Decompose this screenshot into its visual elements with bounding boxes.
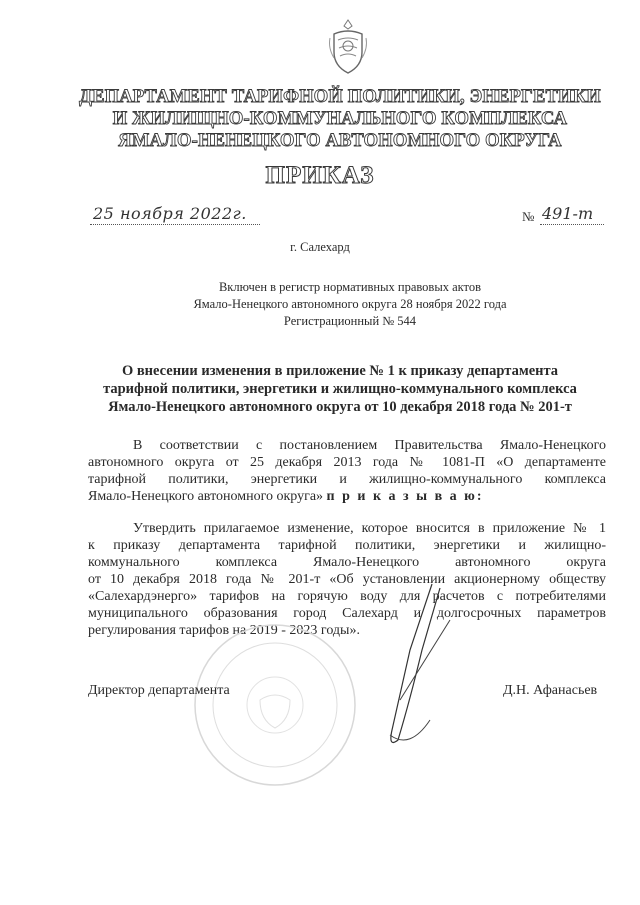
body-line-with-order (88, 488, 606, 505)
body-line: В соответствии с постановлением Правительства Ямало-Ненецкого (133, 438, 606, 453)
number-prefix: № (522, 209, 535, 224)
signature-icon (370, 580, 460, 770)
order-word: п р и к а з ы в а ю: (326, 489, 484, 504)
body-line: от 10 декабря 2018 года № 201-т «Об установлении акционерному обществу (88, 572, 606, 587)
body-line: автономного округа от 25 декабря 2013 года № 1081-П «О департаменте (88, 455, 606, 470)
body-line: к приказу департамента тарифной политики, энергетики и жилищно- (88, 538, 606, 553)
department-name-line: ЯМАЛО-НЕНЕЦКОГО АВТОНОМНОГО ОКРУГА (118, 131, 562, 151)
handwritten-date: 25 ноября 2022г. (93, 204, 247, 223)
number-underline (540, 224, 604, 225)
official-stamp-icon (190, 620, 360, 790)
registration-line: Регистрационный № 544 (283, 314, 417, 328)
body-line: Утвердить прилагаемое изменение, которое вносится в приложение № 1 (133, 521, 606, 536)
document-type-heading: ПРИКАЗ (265, 162, 375, 189)
signer-position: Директор департамента (88, 683, 230, 698)
body-line: тарифной политики, энергетики и жилищно-коммунального комплекса (88, 472, 606, 487)
body-line: регулирования тарифов на 2019 - 2023 годы». (88, 623, 360, 638)
date-underline (90, 224, 260, 225)
body-line: муниципального образования город Салехард и долгосрочных параметров (88, 606, 606, 621)
order-title-line: Ямало-Ненецкого автономного округа от 10 декабря 2018 года № 201-т (108, 399, 572, 415)
registration-line: Включен в регистр нормативных правовых актов (218, 280, 482, 294)
order-title-line: тарифной политики, энергетики и жилищно-коммунального комплекса (103, 381, 577, 397)
coat-of-arms-icon (326, 18, 370, 76)
city: г. Салехард (290, 240, 350, 254)
signer-name: Д.Н. Афанасьев (503, 683, 598, 698)
body-line: Ямало-Ненецкого автономного округа» (88, 489, 327, 504)
handwritten-number: 491-т (542, 204, 594, 223)
department-name-line: И ЖИЛИЩНО-КОММУНАЛЬНОГО КОМПЛЕКСА (112, 109, 568, 129)
registration-line: Ямало-Ненецкого автономного округа 28 ноября 2022 года (193, 297, 507, 311)
department-name-line: ДЕПАРТАМЕНТ ТАРИФНОЙ ПОЛИТИКИ, ЭНЕРГЕТИКИ (79, 87, 601, 107)
body-line: «Салехардэнерго» тарифов на горячую воду для расчетов с потребителями (88, 589, 606, 604)
order-title-line: О внесении изменения в приложение № 1 к приказу департамента (121, 363, 559, 379)
body-line: коммунального комплекса Ямало-Ненецкого автономного округа (88, 555, 606, 570)
